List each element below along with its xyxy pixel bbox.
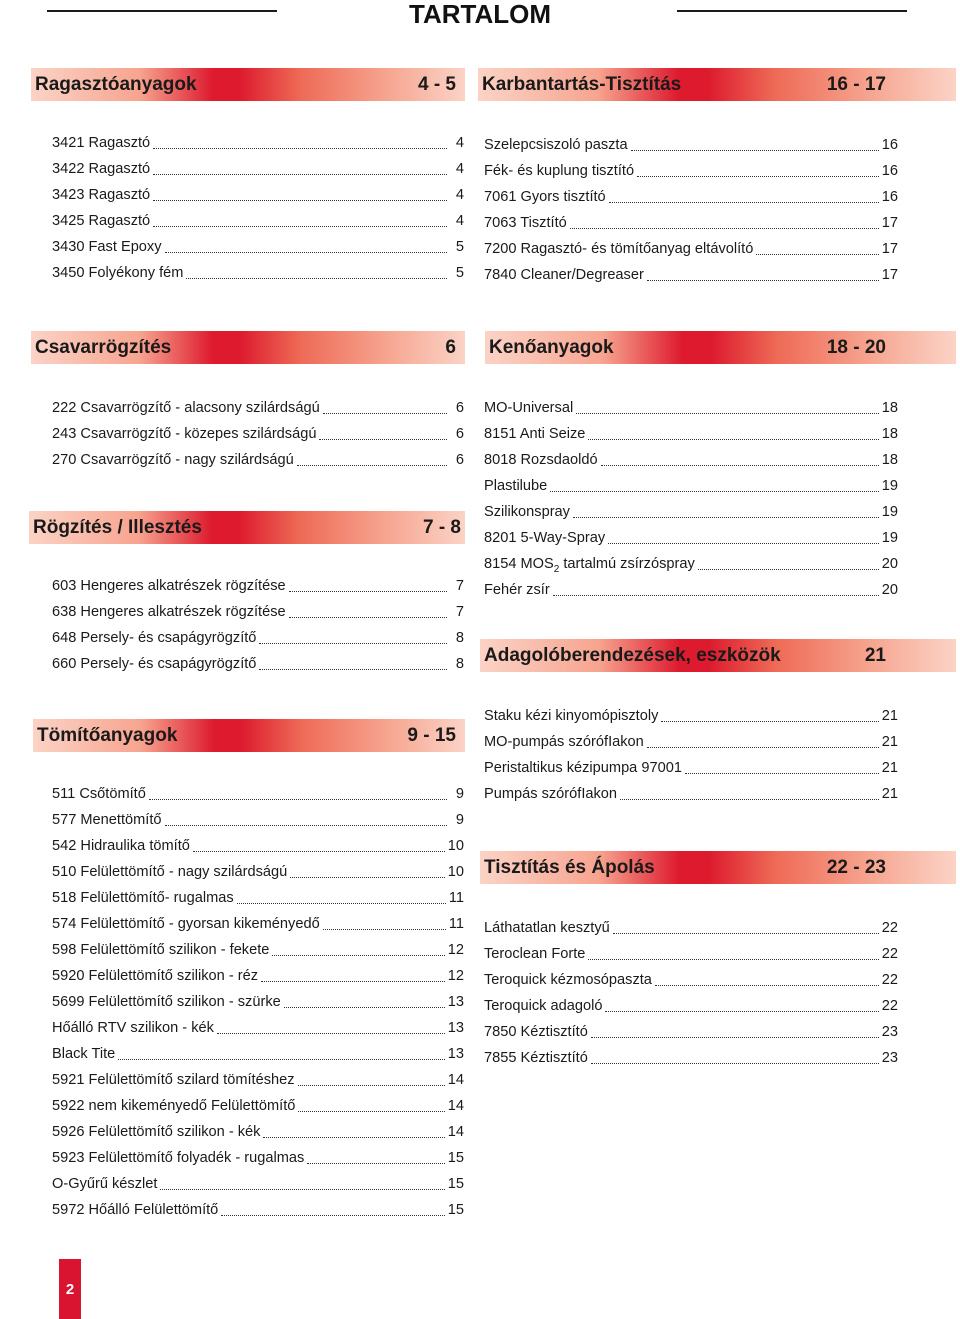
toc-list-adagolo xyxy=(484,703,898,807)
toc-entry-name: Teroquick kézmosópaszta xyxy=(484,972,652,988)
toc-entry[interactable] xyxy=(484,525,898,551)
toc-entry-name: 7855 Kéztisztító xyxy=(484,1050,588,1066)
toc-entry-page: 22 xyxy=(881,998,898,1014)
toc-entry-name: Pumpás szórófIakon xyxy=(484,786,618,802)
toc-entry-name: 3422 Ragasztó xyxy=(52,161,151,177)
section-pages: 16 - 17 xyxy=(826,73,886,95)
toc-entry-name: 574 Felülettömítő - gyorsan kikeményedő xyxy=(52,916,320,932)
toc-entry[interactable] xyxy=(484,132,898,158)
toc-entry-page: 14 xyxy=(447,1098,464,1114)
section-title: Tisztítás és Ápolás xyxy=(484,856,655,878)
toc-entry-name: Teroquick adagoló xyxy=(484,998,603,1014)
toc-entry-page: 17 xyxy=(881,267,898,283)
toc-entry[interactable] xyxy=(484,967,898,993)
section-title: Karbantartás-Tisztítás xyxy=(482,73,682,95)
leader-dots xyxy=(165,821,447,826)
toc-entry-name: MO-pumpás szórófIakon xyxy=(484,734,644,750)
leader-dots xyxy=(261,977,445,982)
toc-entry[interactable] xyxy=(52,1171,464,1197)
toc-entry-name: 7061 Gyors tisztító xyxy=(484,189,606,205)
toc-entry-page: 7 xyxy=(455,604,464,620)
toc-entry-name: Plastilube xyxy=(484,478,548,494)
section-title: Rögzítés / Illesztés xyxy=(33,516,202,538)
toc-entry-name: 7850 Kéztisztító xyxy=(484,1024,588,1040)
leader-dots xyxy=(588,955,878,960)
toc-entry[interactable] xyxy=(484,421,898,447)
toc-entry-name: 542 Hidraulika tömítő xyxy=(52,838,190,854)
leader-dots xyxy=(553,591,879,596)
toc-entry[interactable] xyxy=(484,473,898,499)
toc-entry[interactable] xyxy=(52,625,464,651)
toc-entry[interactable] xyxy=(52,156,464,182)
toc-entry-name: Fehér zsír xyxy=(484,582,550,598)
toc-entry[interactable] xyxy=(484,755,898,781)
toc-entry-name: 8151 Anti Seize xyxy=(484,426,586,442)
toc-entry-page: 16 xyxy=(881,163,898,179)
section-header-karbantartas[interactable] xyxy=(478,68,956,101)
leader-dots xyxy=(297,461,447,466)
toc-entry-page: 4 xyxy=(455,213,464,229)
toc-list-ragaszto xyxy=(52,130,464,286)
leader-dots xyxy=(570,224,879,229)
toc-entry-name: Láthatatlan kesztyű xyxy=(484,920,610,936)
toc-entry[interactable] xyxy=(52,260,464,286)
leader-dots xyxy=(290,873,445,878)
toc-entry-name: Szilikonspray xyxy=(484,504,570,520)
leader-dots xyxy=(289,587,447,592)
toc-entry-name: 5920 Felülettömítő szilikon - réz xyxy=(52,968,259,984)
section-pages: 18 - 20 xyxy=(826,336,886,358)
leader-dots xyxy=(153,196,447,201)
toc-entry[interactable] xyxy=(52,573,464,599)
leader-dots xyxy=(591,1033,879,1038)
toc-entry-name: Fék- és kuplung tisztító xyxy=(484,163,635,179)
toc-list-tisztitas xyxy=(484,915,898,1071)
toc-entry-name: 638 Hengeres alkatrészek rögzítése xyxy=(52,604,286,620)
toc-entry-name: Hőálló RTV szilikon - kék xyxy=(52,1020,214,1036)
toc-entry-page: 13 xyxy=(447,1020,464,1036)
leader-dots xyxy=(609,198,879,203)
toc-entry[interactable] xyxy=(52,937,464,963)
section-title: Tömítőanyagok xyxy=(37,724,178,746)
section-title: Adagolóberendezések, eszközök xyxy=(484,644,781,666)
leader-dots xyxy=(620,795,879,800)
toc-entry[interactable] xyxy=(484,915,898,941)
toc-entry[interactable] xyxy=(52,911,464,937)
leader-dots xyxy=(289,613,447,618)
toc-entry[interactable] xyxy=(484,703,898,729)
leader-dots xyxy=(165,248,447,253)
leader-dots xyxy=(259,639,447,644)
toc-entry[interactable] xyxy=(52,1197,464,1223)
toc-entry-page: 17 xyxy=(881,241,898,257)
leader-dots xyxy=(647,276,879,281)
toc-entry-page: 4 xyxy=(455,187,464,203)
leader-dots xyxy=(319,435,447,440)
toc-entry-name: 243 Csavarrögzítő - közepes szilárdságú xyxy=(52,426,317,442)
toc-entry-page: 15 xyxy=(447,1202,464,1218)
toc-entry-page: 8 xyxy=(455,630,464,646)
toc-entry-name: 3423 Ragasztó xyxy=(52,187,151,203)
toc-list-keno xyxy=(484,395,898,603)
leader-dots xyxy=(153,222,447,227)
toc-entry-name: 3425 Ragasztó xyxy=(52,213,151,229)
toc-entry-page: 20 xyxy=(881,582,898,598)
toc-entry[interactable] xyxy=(52,807,464,833)
page-title: TARTALOM xyxy=(409,0,551,29)
toc-entry[interactable] xyxy=(52,421,464,447)
toc-entry-page: 16 xyxy=(881,189,898,205)
section-header-tisztitas[interactable] xyxy=(480,851,956,884)
toc-entry-name: 8201 5-Way-Spray xyxy=(484,530,606,546)
toc-entry-name: 510 Felülettömítő - nagy szilárdságú xyxy=(52,864,288,880)
toc-entry[interactable] xyxy=(52,833,464,859)
section-header-rogzites[interactable] xyxy=(29,511,465,544)
toc-entry[interactable] xyxy=(52,130,464,156)
section-pages: 22 - 23 xyxy=(826,856,886,878)
leader-dots xyxy=(685,769,879,774)
toc-entry-name: 3430 Fast Epoxy xyxy=(52,239,162,255)
toc-entry[interactable] xyxy=(52,395,464,421)
toc-entry-page: 18 xyxy=(881,426,898,442)
toc-entry-page: 5 xyxy=(455,239,464,255)
leader-dots xyxy=(591,1059,879,1064)
toc-entry-page: 6 xyxy=(455,426,464,442)
toc-entry-page: 17 xyxy=(881,215,898,231)
toc-entry-name: O-Gyűrű készlet xyxy=(52,1176,158,1192)
toc-entry[interactable] xyxy=(52,1093,464,1119)
toc-entry-page: 22 xyxy=(881,972,898,988)
leader-dots xyxy=(631,146,879,151)
section-header-keno[interactable] xyxy=(485,331,956,364)
toc-entry[interactable] xyxy=(52,208,464,234)
toc-entry-name: 5922 nem kikeményedő Felülettömítő xyxy=(52,1098,296,1114)
leader-dots xyxy=(298,1081,445,1086)
toc-list-csavar xyxy=(52,395,464,473)
toc-entry-name: 648 Persely- és csapágyrögzítő xyxy=(52,630,257,646)
section-pages: 9 - 15 xyxy=(407,724,456,746)
toc-entry-name: Peristaltikus kézipumpa 97001 xyxy=(484,760,682,776)
leader-dots xyxy=(153,144,447,149)
toc-entry[interactable] xyxy=(52,447,464,473)
toc-entry-name: Black Tite xyxy=(52,1046,116,1062)
toc-entry-name: 518 Felülettömítő- rugalmas xyxy=(52,890,234,906)
toc-entry[interactable] xyxy=(52,781,464,807)
toc-entry-name: 5926 Felülettömítő szilikon - kék xyxy=(52,1124,261,1140)
leader-dots xyxy=(307,1159,444,1164)
leader-dots xyxy=(655,981,879,986)
toc-entry[interactable] xyxy=(484,781,898,807)
section-title: Csavarrögzítés xyxy=(35,336,172,358)
leader-dots xyxy=(601,461,879,466)
leader-dots xyxy=(259,665,447,670)
toc-entry-name: 8154 $MOS_2$ tartalmú zsírzóspray xyxy=(484,556,695,575)
leader-dots xyxy=(605,1007,878,1012)
toc-entry[interactable] xyxy=(484,395,898,421)
toc-entry[interactable] xyxy=(52,1145,464,1171)
toc-entry-name: 598 Felülettömítő szilikon - fekete xyxy=(52,942,270,958)
section-pages: 4 - 5 xyxy=(417,73,456,95)
toc-entry-page: 4 xyxy=(455,161,464,177)
section-header-ragaszto[interactable] xyxy=(31,68,465,101)
leader-dots xyxy=(237,899,446,904)
leader-dots xyxy=(698,565,879,570)
toc-entry-name: 222 Csavarrögzítő - alacsony szilárdságú xyxy=(52,400,320,416)
leader-dots xyxy=(263,1133,444,1138)
toc-entry-page: 16 xyxy=(881,137,898,153)
section-pages: 6 xyxy=(445,336,456,358)
toc-entry-page: 5 xyxy=(455,265,464,281)
toc-entry[interactable] xyxy=(484,262,898,288)
toc-entry-name: 660 Persely- és csapágyrögzítő xyxy=(52,656,257,672)
toc-entry-page: 11 xyxy=(448,890,464,906)
section-header-adagolo[interactable] xyxy=(480,639,956,672)
leader-dots xyxy=(613,929,879,934)
leader-dots xyxy=(588,435,878,440)
toc-entry-page: 14 xyxy=(447,1072,464,1088)
toc-entry[interactable] xyxy=(484,1045,898,1071)
section-title: Ragasztóanyagok xyxy=(35,73,197,95)
leader-dots xyxy=(160,1185,444,1190)
toc-entry-page: 21 xyxy=(881,734,898,750)
toc-list-karbantartas xyxy=(484,132,898,288)
page-number-badge: 2 xyxy=(59,1259,81,1319)
toc-entry[interactable] xyxy=(484,447,898,473)
toc-entry[interactable] xyxy=(484,499,898,525)
toc-entry-name: Staku kézi kinyomópisztoly xyxy=(484,708,659,724)
toc-entry-page: 19 xyxy=(881,478,898,494)
toc-entry[interactable] xyxy=(52,859,464,885)
leader-dots xyxy=(118,1055,445,1060)
toc-entry-name: Szelepcsiszoló paszta xyxy=(484,137,628,153)
section-header-csavar[interactable] xyxy=(31,331,465,364)
toc-entry-name: 5699 Felülettömítő szilikon - szürke xyxy=(52,994,281,1010)
toc-entry-page: 14 xyxy=(447,1124,464,1140)
toc-entry-name: 3450 Folyékony fém xyxy=(52,265,184,281)
leader-dots xyxy=(323,925,446,930)
toc-entry-page: 10 xyxy=(447,864,464,880)
toc-entry-page: 8 xyxy=(455,656,464,672)
toc-list-rogzites xyxy=(52,573,464,677)
leader-dots xyxy=(661,717,878,722)
leader-dots xyxy=(298,1107,444,1112)
leader-dots xyxy=(573,513,879,518)
toc-entry[interactable] xyxy=(52,885,464,911)
leader-dots xyxy=(217,1029,445,1034)
toc-entry-page: 15 xyxy=(447,1150,464,1166)
leader-dots xyxy=(221,1211,444,1216)
toc-entry[interactable] xyxy=(52,599,464,625)
toc-entry-name: 7840 Cleaner/Degreaser xyxy=(484,267,644,283)
toc-entry-name: 577 Menettömítő xyxy=(52,812,162,828)
leader-dots xyxy=(149,795,447,800)
toc-entry-page: 13 xyxy=(447,994,464,1010)
toc-entry[interactable] xyxy=(52,1041,464,1067)
toc-entry-page: 10 xyxy=(447,838,464,854)
toc-entry[interactable] xyxy=(484,993,898,1019)
toc-entry-name: 7063 Tisztító xyxy=(484,215,567,231)
toc-entry[interactable] xyxy=(52,651,464,677)
leader-dots xyxy=(186,274,447,279)
leader-dots xyxy=(272,951,444,956)
toc-entry[interactable] xyxy=(52,963,464,989)
toc-entry-name: 3421 Ragasztó xyxy=(52,135,151,151)
toc-entry-page: 22 xyxy=(881,946,898,962)
leader-dots xyxy=(323,409,447,414)
toc-entry-page: 12 xyxy=(447,942,464,958)
toc-entry-name: 8018 Rozsdaoldó xyxy=(484,452,598,468)
toc-entry-page: 18 xyxy=(881,400,898,416)
leader-dots xyxy=(608,539,879,544)
leader-dots xyxy=(647,743,879,748)
section-header-tomito[interactable] xyxy=(33,719,465,752)
toc-entry[interactable] xyxy=(52,182,464,208)
toc-entry-name: 511 Csőtömítő xyxy=(52,786,146,802)
section-pages: 7 - 8 xyxy=(422,516,461,538)
toc-entry-page: 23 xyxy=(881,1024,898,1040)
toc-entry-page: 22 xyxy=(881,920,898,936)
toc-entry-page: 21 xyxy=(881,708,898,724)
toc-entry[interactable] xyxy=(484,551,898,577)
toc-entry[interactable] xyxy=(484,729,898,755)
toc-entry-name: 270 Csavarrögzítő - nagy szilárdságú xyxy=(52,452,294,468)
toc-entry-name: 5923 Felülettömítő folyadék - rugalmas xyxy=(52,1150,305,1166)
leader-dots xyxy=(284,1003,445,1008)
section-title: Kenőanyagok xyxy=(489,336,614,358)
toc-entry-name: 5921 Felülettömítő szilard tömítéshez xyxy=(52,1072,295,1088)
leader-dots xyxy=(193,847,445,852)
toc-entry[interactable] xyxy=(484,1019,898,1045)
toc-entry-name: MO-Universal xyxy=(484,400,574,416)
leader-dots xyxy=(576,409,879,414)
toc-entry[interactable] xyxy=(484,210,898,236)
toc-entry-page: 23 xyxy=(881,1050,898,1066)
toc-entry-page: 18 xyxy=(881,452,898,468)
toc-entry[interactable] xyxy=(52,234,464,260)
toc-entry[interactable] xyxy=(484,236,898,262)
toc-entry-page: 19 xyxy=(881,530,898,546)
toc-entry-page: 6 xyxy=(455,452,464,468)
toc-entry-page: 9 xyxy=(455,786,464,802)
toc-entry-page: 11 xyxy=(448,916,464,932)
section-pages: 21 xyxy=(864,644,886,666)
toc-entry[interactable] xyxy=(52,989,464,1015)
toc-entry-name: 5972 Hőálló Felülettömítő xyxy=(52,1202,219,1218)
toc-entry-page: 4 xyxy=(455,135,464,151)
leader-dots xyxy=(550,487,878,492)
toc-entry[interactable] xyxy=(484,941,898,967)
toc-entry[interactable] xyxy=(52,1119,464,1145)
toc-entry-page: 9 xyxy=(455,812,464,828)
leader-dots xyxy=(637,172,879,177)
toc-entry[interactable] xyxy=(484,158,898,184)
leader-dots xyxy=(153,170,447,175)
toc-entry[interactable] xyxy=(52,1067,464,1093)
toc-entry-page: 15 xyxy=(447,1176,464,1192)
leader-dots xyxy=(756,250,878,255)
toc-entry-page: 12 xyxy=(447,968,464,984)
toc-entry-page: 7 xyxy=(455,578,464,594)
toc-entry-name: 603 Hengeres alkatrészek rögzítése xyxy=(52,578,286,594)
toc-list-tomito xyxy=(52,781,464,1223)
toc-entry[interactable] xyxy=(52,1015,464,1041)
toc-entry-page: 6 xyxy=(455,400,464,416)
toc-entry-page: 21 xyxy=(881,760,898,776)
toc-entry-name: Teroclean Forte xyxy=(484,946,586,962)
toc-entry-page: 20 xyxy=(881,556,898,572)
toc-entry-page: 21 xyxy=(881,786,898,802)
toc-entry[interactable] xyxy=(484,184,898,210)
toc-entry-page: 13 xyxy=(447,1046,464,1062)
toc-entry-name: 7200 Ragasztó- és tömítőanyag eltávolító xyxy=(484,241,754,257)
toc-entry-page: 19 xyxy=(881,504,898,520)
